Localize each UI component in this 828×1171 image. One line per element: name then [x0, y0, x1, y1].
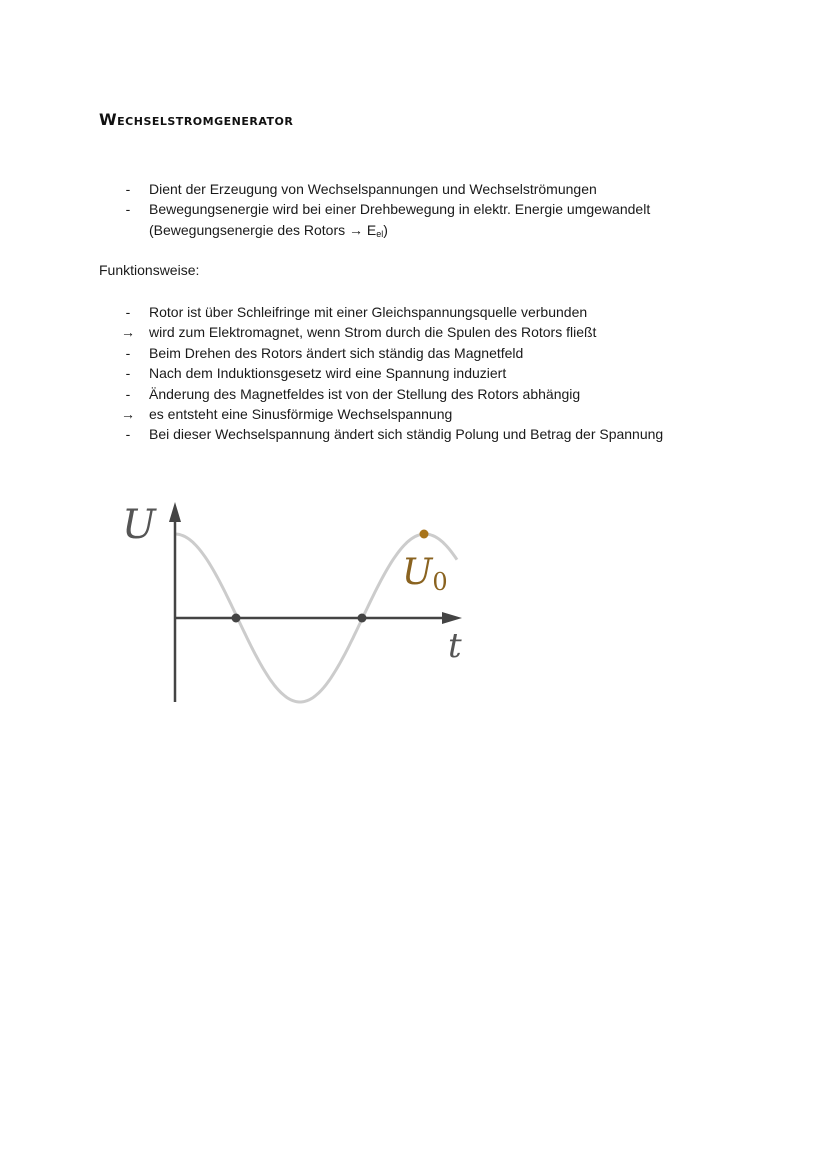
y-axis-label: U [122, 502, 156, 548]
section-label: Funktionsweise: [99, 262, 200, 278]
list-marker: → [121, 324, 135, 341]
sine-voltage-diagram [110, 492, 480, 712]
intro-list [118, 179, 738, 244]
list-item [118, 363, 738, 383]
right-arrow-icon: → [349, 221, 364, 238]
continuation-suffix: ) [383, 221, 388, 238]
zero-crossing-point [232, 614, 241, 623]
list-marker: - [125, 385, 131, 402]
list-item [118, 199, 738, 244]
list-marker: - [125, 344, 131, 361]
list-item-text: Bewegungsenergie wird bei einer Drehbewegung in elektr. Energie umgewandelt [149, 201, 651, 218]
list-item [118, 302, 738, 322]
y-axis-arrowhead [169, 502, 181, 522]
list-marker: → [121, 406, 135, 423]
zero-crossing-point [358, 614, 367, 623]
list-item-text: Rotor ist über Schleifringe mit einer Gleichspannungsquelle verbunden [149, 304, 588, 320]
list-marker: - [125, 426, 131, 443]
list-marker: - [125, 181, 131, 197]
peak-point [420, 530, 429, 539]
page-title: Wechselstromgenerator [99, 110, 294, 129]
list-item [118, 424, 738, 444]
list-item-text: Beim Drehen des Rotors ändert sich ständig das Magnetfeld [149, 344, 524, 361]
energy-subscript: el [376, 228, 384, 239]
list-item-text: es entsteht eine Sinusförmige Wechselspannung [149, 406, 453, 423]
list-item-continuation [149, 220, 738, 244]
list-item-text: Nach dem Induktionsgesetz wird eine Spannung induziert [149, 365, 507, 382]
list-item [118, 322, 738, 342]
x-axis-arrowhead [442, 612, 462, 624]
sine-voltage-figure [110, 492, 480, 712]
list-marker: - [125, 201, 131, 218]
list-item [118, 384, 738, 404]
continuation-prefix: (Bewegungsenergie des Rotors [149, 221, 350, 238]
list-item [118, 404, 738, 424]
list-marker: - [125, 365, 131, 382]
function-list [118, 302, 738, 445]
list-item-text: Bei dieser Wechselspannung ändert sich ständig Polung und Betrag der Spannung [149, 426, 664, 443]
list-marker: - [125, 304, 131, 320]
x-axis-label: t [448, 626, 462, 666]
list-item-text: Änderung des Magnetfeldes ist von der Stellung des Rotors abhängig [149, 385, 581, 402]
list-item-text: wird zum Elektromagnet, wenn Strom durch die Spulen des Rotors fließt [149, 324, 597, 341]
peak-label [402, 552, 448, 596]
energy-symbol: E [366, 221, 377, 238]
list-item [118, 343, 738, 363]
peak-label-symbol: U [402, 552, 433, 593]
peak-label-subscript: 0 [432, 568, 448, 596]
list-item [118, 179, 738, 199]
list-item-text: Dient der Erzeugung von Wechselspannungen und Wechselströmungen [149, 181, 597, 197]
